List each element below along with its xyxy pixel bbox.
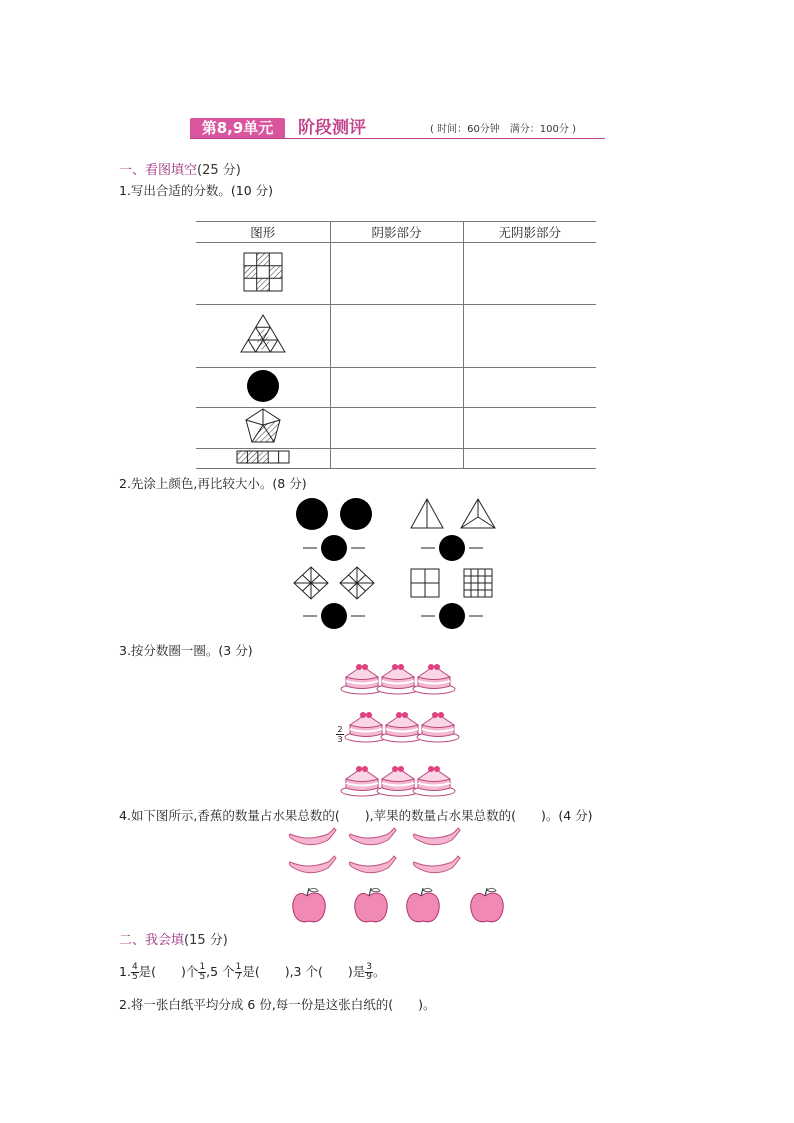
q1-text-part: 是( ),3 个( )是 (242, 964, 366, 979)
fraction-numerator: 3 (366, 962, 372, 972)
compare-circle-2[interactable] (421, 535, 483, 561)
triangle-pair (411, 499, 495, 528)
table-header-cell: 无阴影部分 (463, 222, 596, 243)
circle-pair (296, 498, 372, 530)
fraction-numerator: 1 (235, 962, 242, 972)
question-2-text: 2.先涂上颜色,再比较大小。(8 分) (119, 476, 307, 491)
section-2-points: (15 分) (184, 933, 228, 948)
fraction-numerator: 4 (131, 962, 138, 972)
unshaded-answer-cell[interactable] (463, 408, 596, 449)
fraction-denominator: 9 (366, 972, 372, 982)
q1-suffix: 。 (372, 964, 386, 979)
header-rule (190, 138, 605, 139)
shape-cell (196, 243, 330, 305)
q1-text-part: 是( )个 (138, 964, 199, 979)
bar-5-parts-shaded-shape (236, 450, 290, 464)
fraction-numerator: 2 (337, 725, 343, 734)
table-row (196, 449, 596, 469)
fraction-denominator: 3 (337, 735, 343, 744)
question-3-text: 3.按分数圈一圈。(3 分) (119, 643, 253, 658)
shape-cell (196, 368, 330, 408)
unshaded-answer-cell[interactable] (463, 305, 596, 368)
section-1-heading (119, 163, 241, 179)
shaded-answer-cell[interactable] (330, 305, 463, 368)
question-1-text: 1.写出合适的分数。(10 分) (119, 183, 274, 198)
table-header-row (196, 222, 596, 243)
pentagon-5-parts-shaded-shape (243, 408, 283, 444)
question-4-text: 4.如下图所示,香蕉的数量占水果总数的( ),苹果的数量占水果总数的( )。(4 分) (119, 808, 593, 823)
shaded-answer-cell[interactable] (330, 243, 463, 305)
unshaded-answer-cell[interactable] (463, 449, 596, 469)
section-1-title: 一、看图填空 (119, 163, 198, 178)
apples (293, 888, 504, 922)
q1-text-part: ,5 个 (206, 964, 235, 979)
square-pair (411, 569, 492, 597)
bananas (289, 828, 460, 873)
unshaded-answer-cell[interactable] (463, 368, 596, 408)
exam-info: ( 时间：60分钟 满分：100分 ) (430, 124, 576, 135)
triangle-9-parts-shaded-shape (240, 314, 286, 354)
section-2-question-1 (119, 962, 385, 982)
compare-circle-3[interactable] (303, 603, 365, 629)
compare-circle-1[interactable] (303, 535, 365, 561)
table-row (196, 408, 596, 449)
shape-cell (196, 408, 330, 449)
compare-circle-4[interactable] (421, 603, 483, 629)
grid-3x3-shaded-shape (243, 252, 283, 292)
diamond-pair (294, 567, 374, 599)
compare-figures (290, 495, 500, 635)
q1-prefix: 1. (119, 964, 131, 979)
shape-cell (196, 305, 330, 368)
fraction-table (196, 221, 596, 469)
section-2-question-2: 2.将一张白纸平均分成 6 份,每一份是这张白纸的( )。 (119, 997, 436, 1012)
unit-badge: 第8,9单元 (190, 118, 285, 139)
table-row (196, 243, 596, 305)
shaded-answer-cell[interactable] (330, 408, 463, 449)
table-header-cell: 图形 (196, 222, 330, 243)
fraction (365, 963, 373, 982)
table-row (196, 368, 596, 408)
fraction (198, 963, 206, 982)
section-2-heading (119, 933, 228, 949)
section-2-title: 二、我会填 (119, 933, 185, 948)
shaded-answer-cell[interactable] (330, 368, 463, 408)
filled-circle-shape (246, 369, 280, 403)
fraction-numerator: 1 (199, 962, 206, 972)
page-title: 阶段测评 (298, 118, 366, 138)
fraction-denominator: 5 (199, 972, 206, 982)
shape-cell (196, 449, 330, 469)
unshaded-answer-cell[interactable] (463, 243, 596, 305)
cakes-figure (340, 660, 460, 806)
fruits-figure (284, 826, 514, 930)
section-1-points: (25 分) (197, 163, 241, 178)
fraction (131, 963, 139, 982)
fraction-denominator: 5 (131, 972, 138, 982)
fraction-denominator: 7 (235, 972, 242, 982)
cake-fraction-label (336, 725, 344, 744)
table-header-cell: 阴影部分 (330, 222, 463, 243)
table-row (196, 305, 596, 368)
shaded-answer-cell[interactable] (330, 449, 463, 469)
